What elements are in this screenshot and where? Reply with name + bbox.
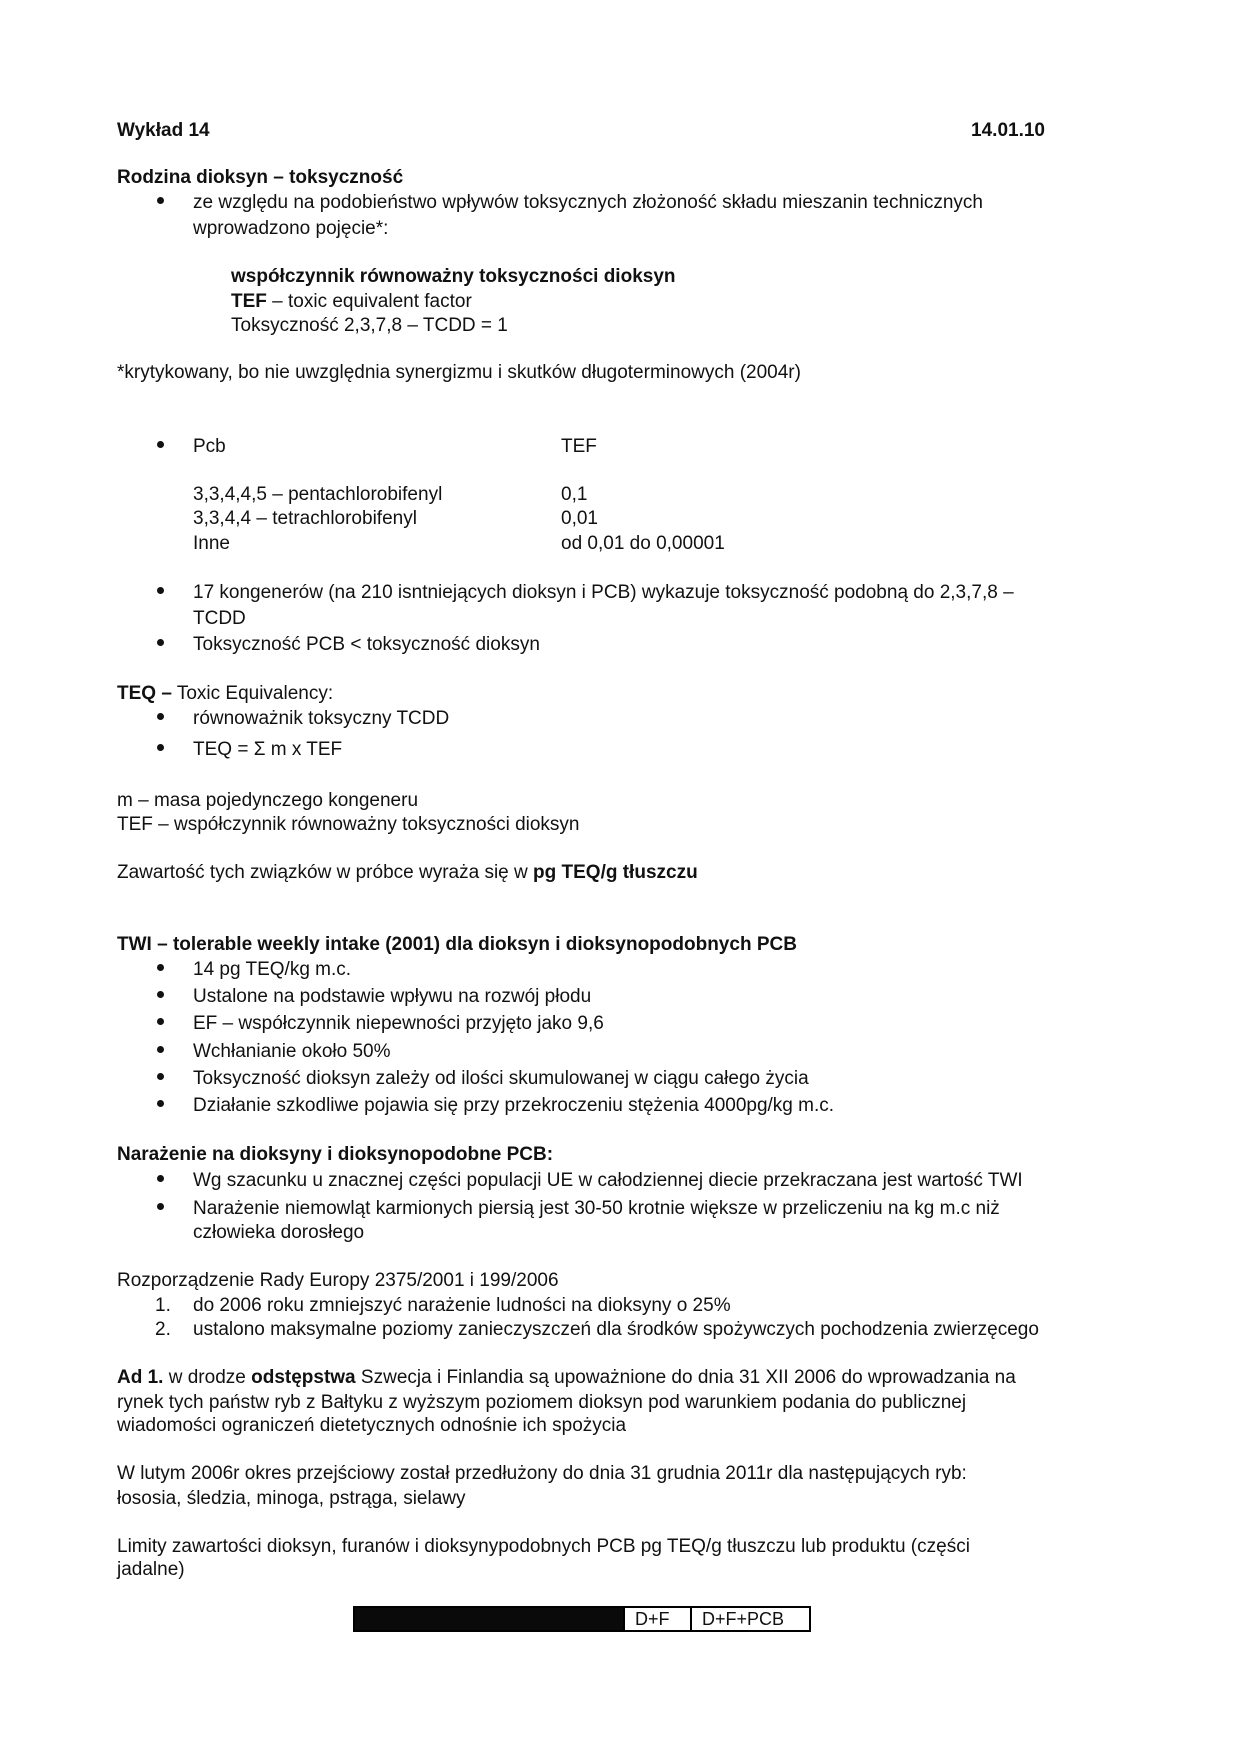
bullet-text: ze względu na podobieństwo wpływów toksycznych złożoność składu mieszanin technicznych bbox=[193, 192, 983, 213]
bullet-text: Toksyczność PCB < toksyczność dioksyn bbox=[193, 634, 540, 655]
teq-abbr: TEQ – bbox=[117, 683, 172, 704]
tef-desc: – toxic equivalent factor bbox=[266, 291, 472, 312]
ad1-line: wiadomości ograniczeń dietetycznych odnośnie ich spożycia bbox=[117, 1415, 627, 1436]
twi-heading: TWI – tolerable weekly intake (2001) dla dioksyn i dioksynopodobnych PCB bbox=[117, 934, 797, 955]
ad1-text: w drodze bbox=[163, 1367, 252, 1388]
bullet-text: 17 kongenerów (na 210 isntniejących dioksyn i PCB) wykazuje toksyczność podobną do 2,3,7,8 – bbox=[193, 582, 1014, 603]
bullet-icon bbox=[157, 1040, 169, 1052]
lecture-date: 14.01.10 bbox=[971, 120, 1045, 141]
table-header-cell bbox=[354, 1607, 624, 1631]
twi-item: Ustalone na podstawie wpływu na rozwój płodu bbox=[193, 986, 592, 1007]
exposure-heading: Narażenie na dioksyny i dioksynopodobne PCB: bbox=[117, 1144, 554, 1165]
bullet-icon bbox=[157, 1094, 169, 1106]
pcb-tef: 0,01 bbox=[561, 508, 598, 529]
bullet-text-cont: TCDD bbox=[193, 608, 246, 629]
table-header-cell: D+F+PCB bbox=[691, 1607, 810, 1631]
bullet-icon bbox=[157, 633, 169, 645]
teq-formula: TEQ = Σ m x TEF bbox=[193, 739, 343, 760]
bullet-icon bbox=[157, 958, 169, 970]
pcb-name: Inne bbox=[193, 533, 230, 554]
twi-item: Toksyczność dioksyn zależy od ilości skumulowanej w ciągu całego życia bbox=[193, 1068, 809, 1089]
m-definition: m – masa pojedynczego kongeneru bbox=[117, 790, 419, 811]
bullet-text: Wg szacunku u znacznej części populacji UE w całodziennej diecie przekraczana jest wartość TWI bbox=[193, 1170, 1023, 1191]
tef-definition: TEF – współczynnik równoważny toksyczności dioksyn bbox=[117, 814, 580, 835]
bullet-text-cont: człowieka dorosłego bbox=[193, 1222, 365, 1243]
limits-line: jadalne) bbox=[117, 1559, 185, 1580]
bullet-icon bbox=[157, 1169, 169, 1181]
list-number: 2. bbox=[155, 1319, 171, 1340]
definition-tcdd: Toksyczność 2,3,7,8 – TCDD = 1 bbox=[231, 315, 508, 336]
twi-item: Wchłanianie około 50% bbox=[193, 1041, 391, 1062]
pcb-name: 3,3,4,4 – tetrachlorobifenyl bbox=[193, 508, 417, 529]
pcb-tef: 0,1 bbox=[561, 484, 588, 505]
pcb-tef: od 0,01 do 0,00001 bbox=[561, 533, 725, 554]
section-heading-dioxin-family: Rodzina dioksyn – toksyczność bbox=[117, 167, 404, 188]
ad1-paragraph bbox=[117, 1366, 1016, 1390]
content-text: Zawartość tych związków w próbce wyraża się w bbox=[117, 862, 534, 883]
bullet-icon bbox=[157, 1012, 169, 1024]
lecture-title: Wykład 14 bbox=[117, 120, 210, 141]
definition-tef bbox=[231, 290, 472, 314]
bullet-icon bbox=[157, 1067, 169, 1079]
twi-item: Działanie szkodliwe pojawia się przy przekroczeniu stężenia 4000pg/kg m.c. bbox=[193, 1095, 835, 1116]
regulation-title: Rozporządzenie Rady Europy 2375/2001 i 199/2006 bbox=[117, 1270, 559, 1291]
ad1-text: Szwecja i Finlandia są upoważnione do dnia 31 XII 2006 do wprowadzania na bbox=[355, 1367, 1016, 1388]
extension-line: łososia, śledzia, minoga, pstrąga, sielawy bbox=[117, 1488, 466, 1509]
table-header-cell: D+F bbox=[624, 1607, 691, 1631]
list-number: 1. bbox=[155, 1295, 171, 1316]
twi-item: 14 pg TEQ/kg m.c. bbox=[193, 959, 352, 980]
teq-desc: Toxic Equivalency: bbox=[171, 683, 334, 704]
tef-col-header: TEF bbox=[561, 436, 597, 457]
definition-title: współczynnik równoważny toksyczności dioksyn bbox=[231, 266, 676, 287]
ad1-lead: Ad 1. bbox=[117, 1367, 164, 1388]
limits-line: Limity zawartości dioksyn, furanów i dioksynypodobnych PCB pg TEQ/g tłuszczu lub produktu (części bbox=[117, 1536, 970, 1557]
pcb-name: 3,3,4,4,5 – pentachlorobifenyl bbox=[193, 484, 443, 505]
bullet-icon bbox=[157, 985, 169, 997]
twi-item: EF – współczynnik niepewności przyjęto jako 9,6 bbox=[193, 1013, 604, 1034]
bullet-icon bbox=[157, 581, 169, 593]
bullet-icon bbox=[157, 738, 169, 750]
bullet-icon bbox=[157, 191, 169, 203]
content-unit bbox=[117, 861, 698, 885]
table-row bbox=[354, 1607, 810, 1631]
bullet-text-cont: wprowadzono pojęcie*: bbox=[193, 218, 389, 239]
extension-line: W lutym 2006r okres przejściowy został przedłużony do dnia 31 grudnia 2011r dla następujących ryb: bbox=[117, 1463, 967, 1484]
limits-table bbox=[353, 1606, 811, 1632]
ad1-emphasis: odstępstwa bbox=[251, 1367, 356, 1388]
bullet-icon bbox=[157, 1197, 169, 1209]
bullet-text: Narażenie niemowląt karmionych piersią jest 30-50 krotnie większe w przeliczeniu na kg m.c niż bbox=[193, 1198, 1000, 1219]
tef-abbr: TEF bbox=[231, 291, 267, 312]
bullet-text: równoważnik toksyczny TCDD bbox=[193, 708, 450, 729]
regulation-item: ustalono maksymalne poziomy zanieczyszczeń dla środków spożywczych pochodzenia zwierzęcego bbox=[193, 1319, 1039, 1340]
pcb-col-header: Pcb bbox=[193, 436, 226, 457]
bullet-icon bbox=[157, 435, 169, 447]
ad1-line: rynek tych państw ryb z Bałtyku z wyższym poziomem dioksyn pod warunkiem podania do publicznej bbox=[117, 1392, 967, 1413]
regulation-item: do 2006 roku zmniejszyć narażenie ludności na dioksyny o 25% bbox=[193, 1295, 731, 1316]
bullet-icon bbox=[157, 707, 169, 719]
footnote: *krytykowany, bo nie uwzględnia synergizmu i skutków długoterminowych (2004r) bbox=[117, 362, 801, 383]
teq-heading bbox=[117, 682, 333, 706]
content-unit-bold: pg TEQ/g tłuszczu bbox=[533, 862, 698, 883]
